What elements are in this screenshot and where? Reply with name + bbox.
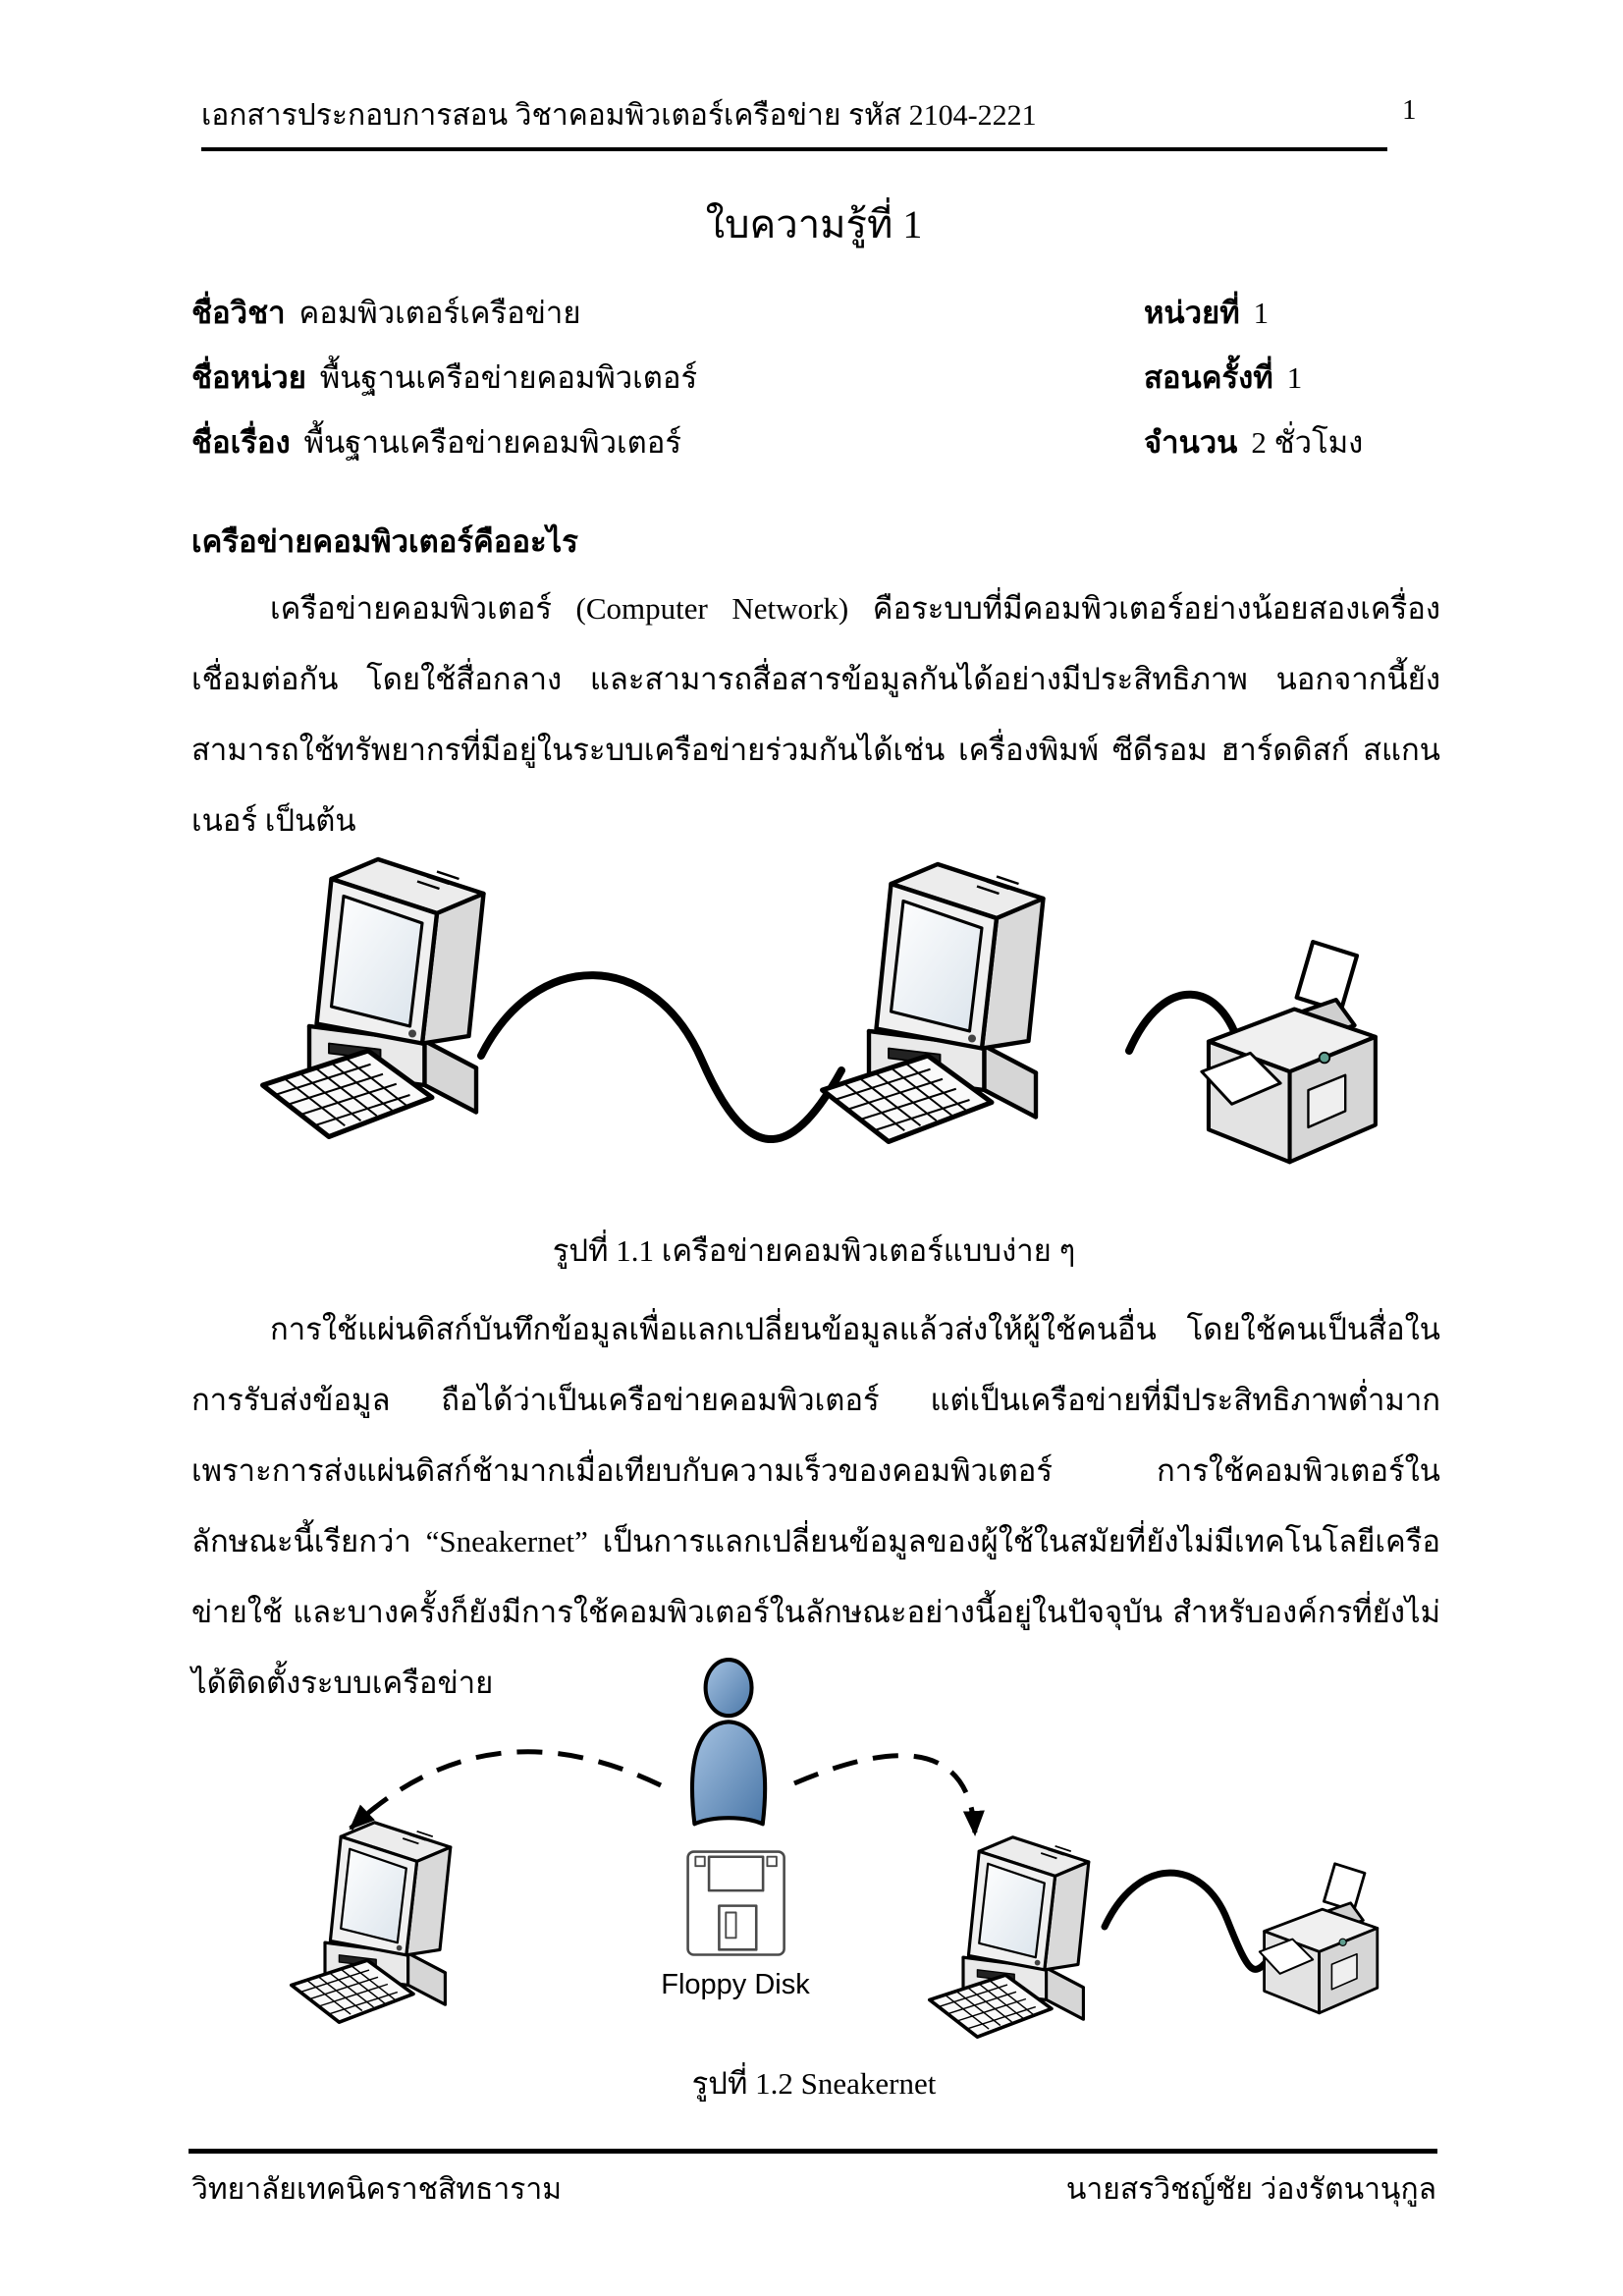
network-cable-1 xyxy=(481,975,841,1139)
computer-icon xyxy=(823,864,1044,1142)
floppy-disk-label: Floppy Disk xyxy=(661,1969,810,2000)
unit-name-label: ชื่อหน่วย xyxy=(191,360,306,395)
unit-value: 1 xyxy=(1253,296,1270,330)
info-row-subject xyxy=(191,281,1436,346)
header-rule xyxy=(201,147,1387,151)
info-row-topic xyxy=(191,410,1436,475)
info-row-duration xyxy=(1144,410,1363,475)
sneakernet-arrow-left xyxy=(351,1752,661,1829)
session-label: สอนครั้งที่ xyxy=(1144,360,1273,395)
printer-cable xyxy=(1105,1873,1273,1969)
figure1-caption: รูปที่ 1.1 เครือข่ายคอมพิวเตอร์แบบง่าย ๆ xyxy=(552,1233,1076,1268)
figure-simple-network xyxy=(191,825,1438,1237)
computer-icon xyxy=(930,1837,1089,2037)
paragraph-1: เครือข่ายคอมพิวเตอร์ (Computer Network) คือระบบที่มีคอมพิวเตอร์อย่างน้อยสองเครื่องเชื่อมต่อกัน โดยใช้สื่อกลาง และสามารถสื่อสารข้อมูลกันได้อย่างมีประสิทธิภาพ นอกจากนี้ยังสามารถใช้ทรัพยากรที่มีอยู่ในระบบเครือข่ายร่วมกันได้เช่น เครื่องพิมพ์ ซีดีรอม ฮาร์ดดิสก์ สแกนเนอร์ เป็นต้น xyxy=(191,591,1440,838)
info-row-unit-name xyxy=(191,346,1436,410)
topic-label: ชื่อเรื่อง xyxy=(191,425,291,460)
figure-sneakernet xyxy=(191,1611,1438,2043)
footer-rule xyxy=(189,2149,1437,2154)
computer-icon xyxy=(263,859,484,1137)
printer-icon xyxy=(1260,1864,1378,2013)
section-heading: เครือข่ายคอมพิวเตอร์คืออะไร xyxy=(191,524,578,559)
subject-label: ชื่อวิชา xyxy=(191,296,286,330)
info-row-unit xyxy=(1144,281,1269,346)
computer-icon xyxy=(292,1823,451,2022)
paragraph-2: การใช้แผ่นดิสก์บันทึกข้อมูลเพื่อแลกเปลี่ยนข้อมูลแล้วส่งให้ผู้ใช้คนอื่น โดยใช้คนเป็นสื่อในการรับส่งข้อมูล ถือได้ว่าเป็นเครือข่ายคอมพิวเตอร์ แต่เป็นเครือข่ายที่มีประสิทธิภาพต่ำมาก เพราะการส่งแผ่นดิสก์ช้ามากเมื่อเทียบกับความเร็วของคอมพิวเตอร์ การใช้คอมพิวเตอร์ในลักษณะนี้เรียกว่า “Sneakernet” เป็นการแลกเปลี่ยนข้อมูลของผู้ใช้ในสมัยที่ยังไม่มีเทคโนโลยีเครือข่ายใช้ และบางครั้งก็ยังมีการใช้คอมพิวเตอร์ในลักษณะอย่างนี้อยู่ในปัจจุบัน สำหรับองค์กรที่ยังไม่ได้ติดตั้งระบบเครือข่าย xyxy=(191,1312,1440,1700)
document-title: ใบความรู้ที่ 1 xyxy=(705,202,923,246)
subject-value: คอมพิวเตอร์เครือข่าย xyxy=(298,296,581,330)
floppy-disk-icon xyxy=(688,1852,784,1955)
duration-label: จำนวน xyxy=(1144,425,1238,460)
footer-college-name: วิทยาลัยเทคนิคราชสิทธาราม xyxy=(191,2173,562,2206)
lesson-info-block xyxy=(191,281,1436,475)
info-row-session xyxy=(1144,346,1302,410)
printer-icon xyxy=(1202,942,1376,1162)
person-icon xyxy=(692,1660,765,1824)
sneakernet-arrow-right xyxy=(794,1756,975,1834)
header-title: เอกสารประกอบการสอน วิชาคอมพิวเตอร์เครือข่าย รหัส 2104-2221 xyxy=(201,99,1037,132)
session-value: 1 xyxy=(1286,360,1303,395)
figure2-caption: รูปที่ 1.2 Sneakernet xyxy=(691,2066,937,2101)
unit-name-value: พื้นฐานเครือข่ายคอมพิวเตอร์ xyxy=(319,360,698,395)
unit-label: หน่วยที่ xyxy=(1144,296,1240,330)
duration-value: 2 ชั่วโมง xyxy=(1251,425,1364,460)
footer-author-name: นายสรวิชญ์ชัย ว่องรัตนานุกูล xyxy=(1065,2173,1436,2206)
topic-value: พื้นฐานเครือข่ายคอมพิวเตอร์ xyxy=(303,425,681,460)
page-number: 1 xyxy=(1402,94,1417,126)
